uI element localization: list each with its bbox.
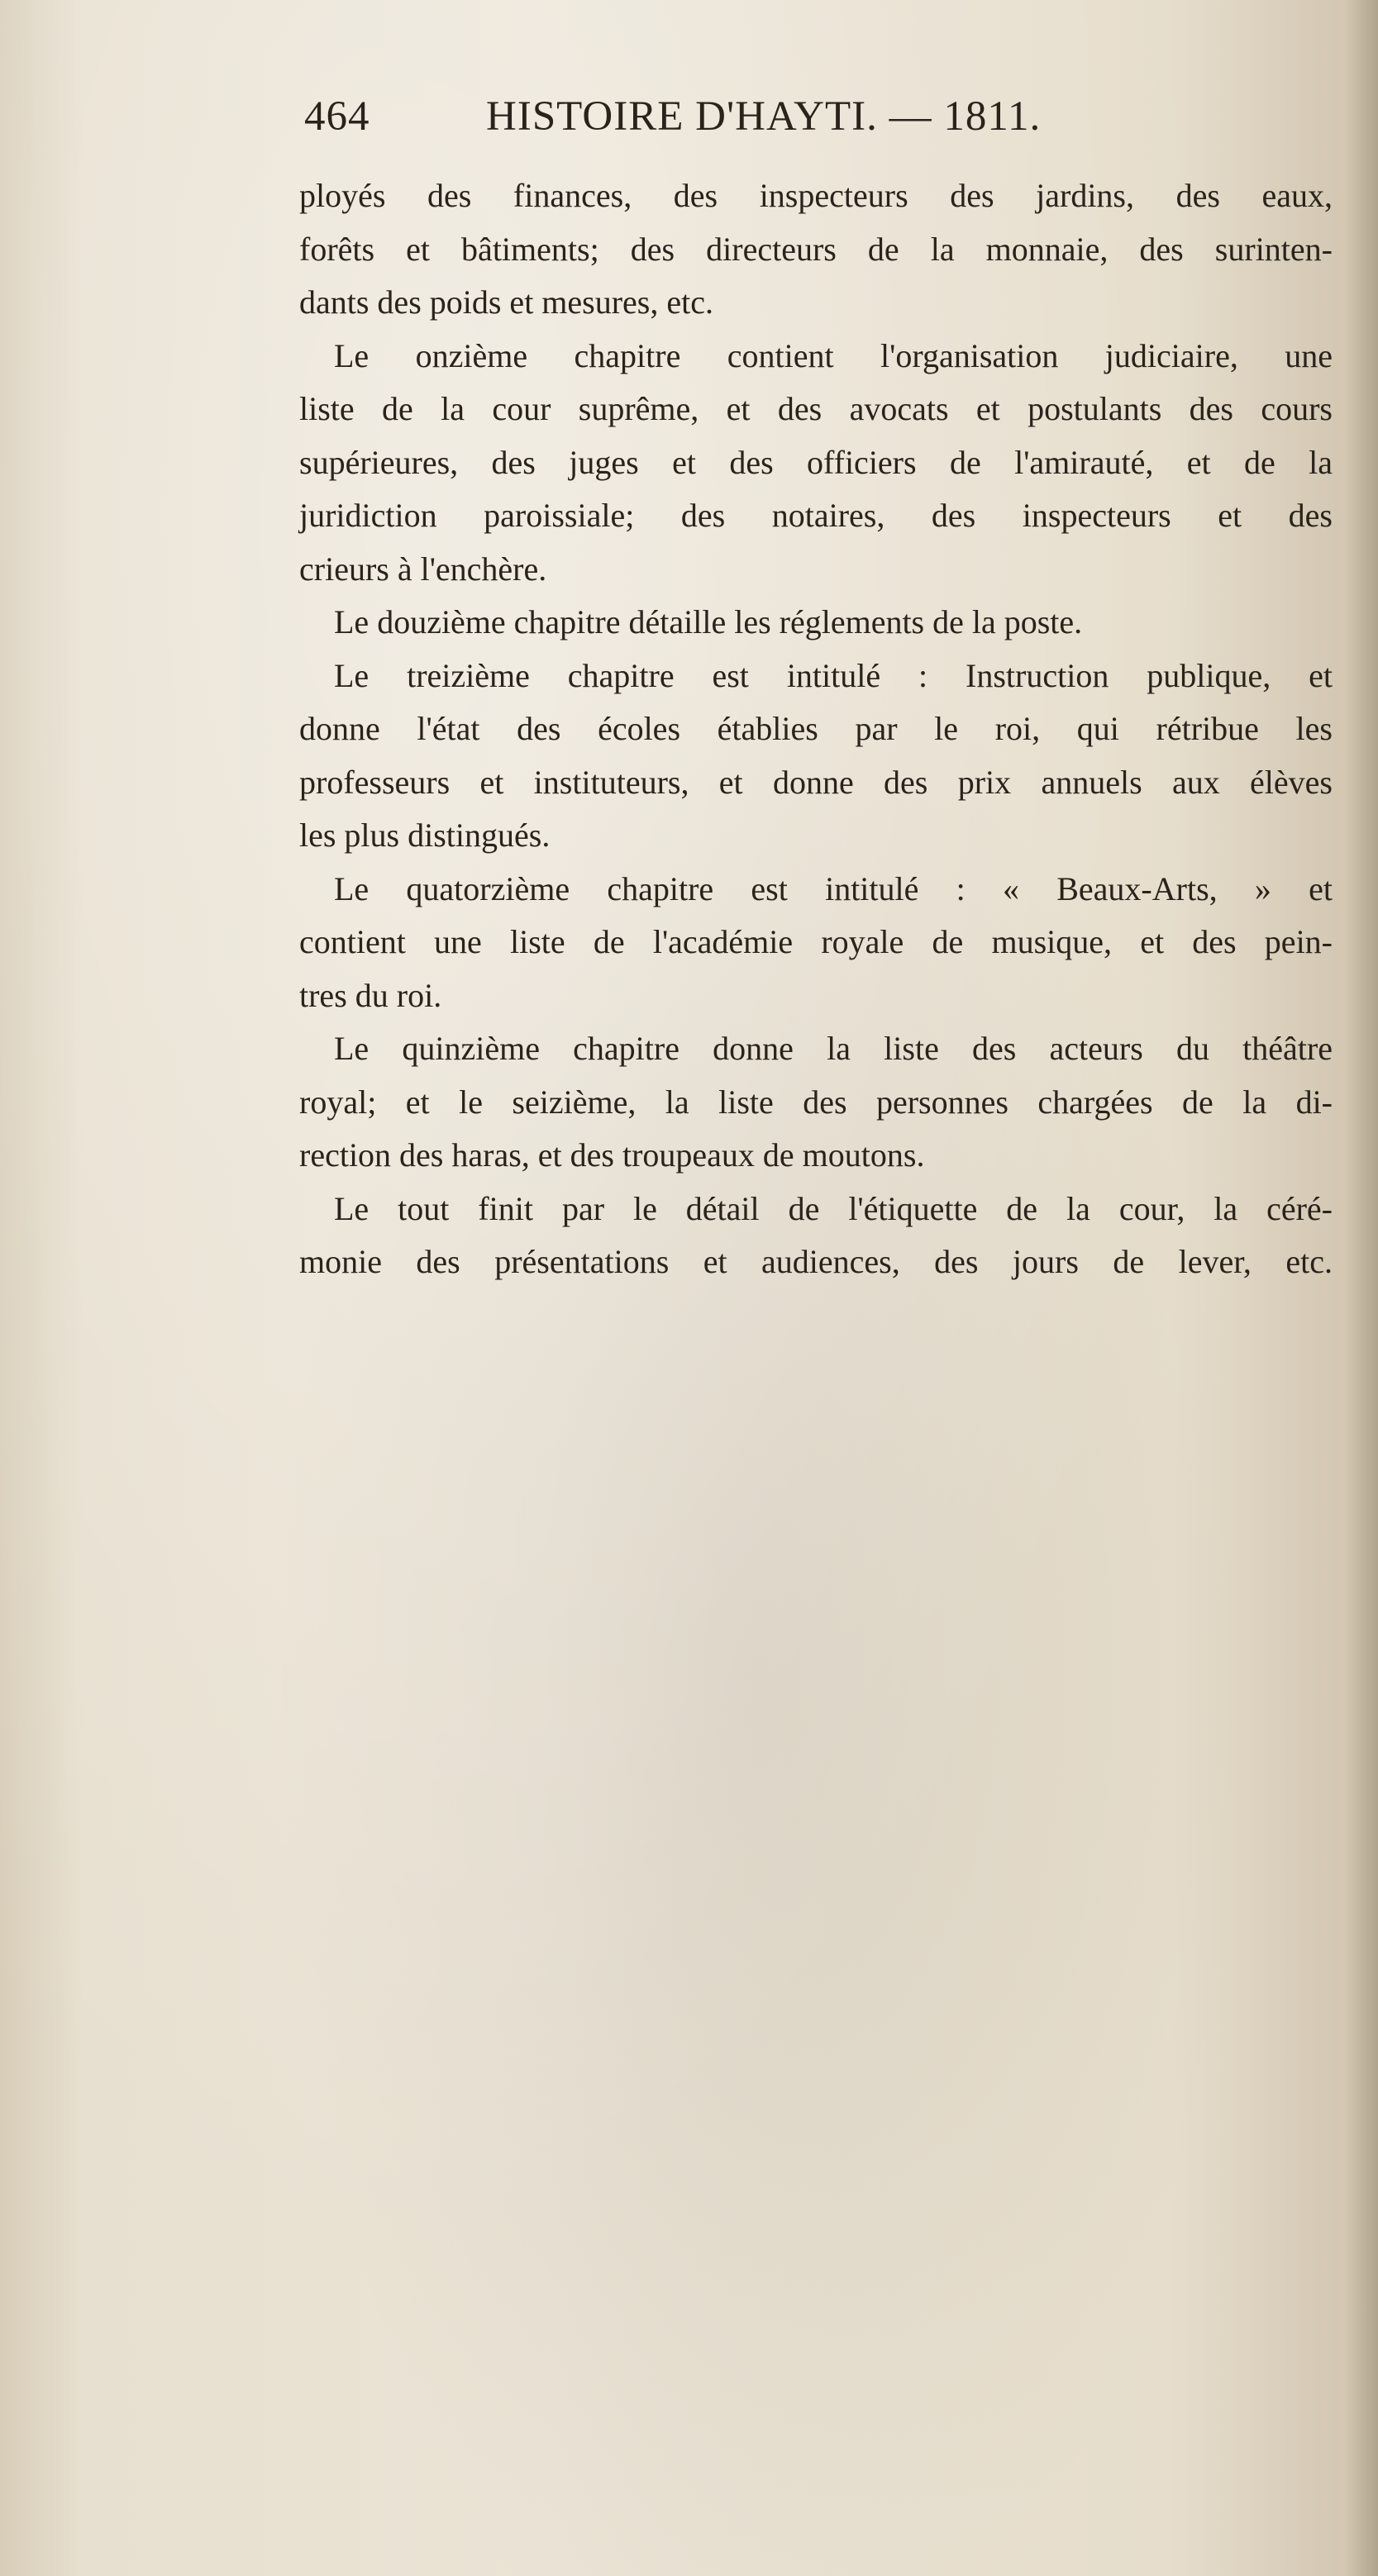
text-line: liste de la cour suprême, et des avocats et postulants des cours (299, 390, 1333, 427)
text-line: monie des présentations et audiences, des jours de lever, etc. (299, 1243, 1333, 1280)
text-line: les plus distingués. (299, 817, 551, 854)
text-line: Le tout finit par le détail de l'étiquette de la cour, la céré- (334, 1189, 1333, 1227)
text-line: dants des poids et mesures, etc. (299, 283, 713, 321)
text-line: Le onzième chapitre contient l'organisation judiciaire, une (334, 336, 1333, 374)
text-line: forêts et bâtiments; des directeurs de la monnaie, des surinten- (299, 230, 1333, 268)
text-line: Le quatorzième chapitre est intitulé : « Beaux-Arts, » et (334, 869, 1333, 907)
text-line: professeurs et instituteurs, et donne des prix annuels aux élèves (299, 763, 1333, 801)
running-title: HISTOIRE D'HAYTI. — 1811. (486, 93, 1042, 140)
text-line: supérieures, des juges et des officiers de l'amirauté, et de la (299, 443, 1333, 481)
text-line: royal; et le seizième, la liste des personnes chargées de la di- (299, 1083, 1333, 1121)
text-line: ployés des finances, des inspecteurs des jardins, des eaux, (299, 177, 1333, 214)
text-line: rection des haras, et des troupeaux de moutons. (299, 1136, 925, 1174)
text-line: Le douzième chapitre détaille les réglements de la poste. (334, 603, 1083, 640)
text-line: donne l'état des écoles établies par le roi, qui rétribue les (299, 710, 1333, 747)
text-line: tres du roi. (299, 976, 442, 1014)
text-line: Le quinzième chapitre donne la liste des acteurs du théâtre (334, 1030, 1333, 1067)
page-edge-shadow (1345, 0, 1378, 2576)
text-line: juridiction paroissiale; des notaires, des inspecteurs et des (299, 497, 1333, 534)
text-line: crieurs à l'enchère. (299, 550, 547, 588)
text-line: contient une liste de l'académie royale de musique, et des pein- (299, 923, 1333, 960)
page-number: 464 (304, 93, 370, 140)
text-line: Le treizième chapitre est intitulé : Instruction publique, et (334, 656, 1333, 694)
running-header (304, 93, 1180, 150)
body-text (299, 169, 1333, 1289)
